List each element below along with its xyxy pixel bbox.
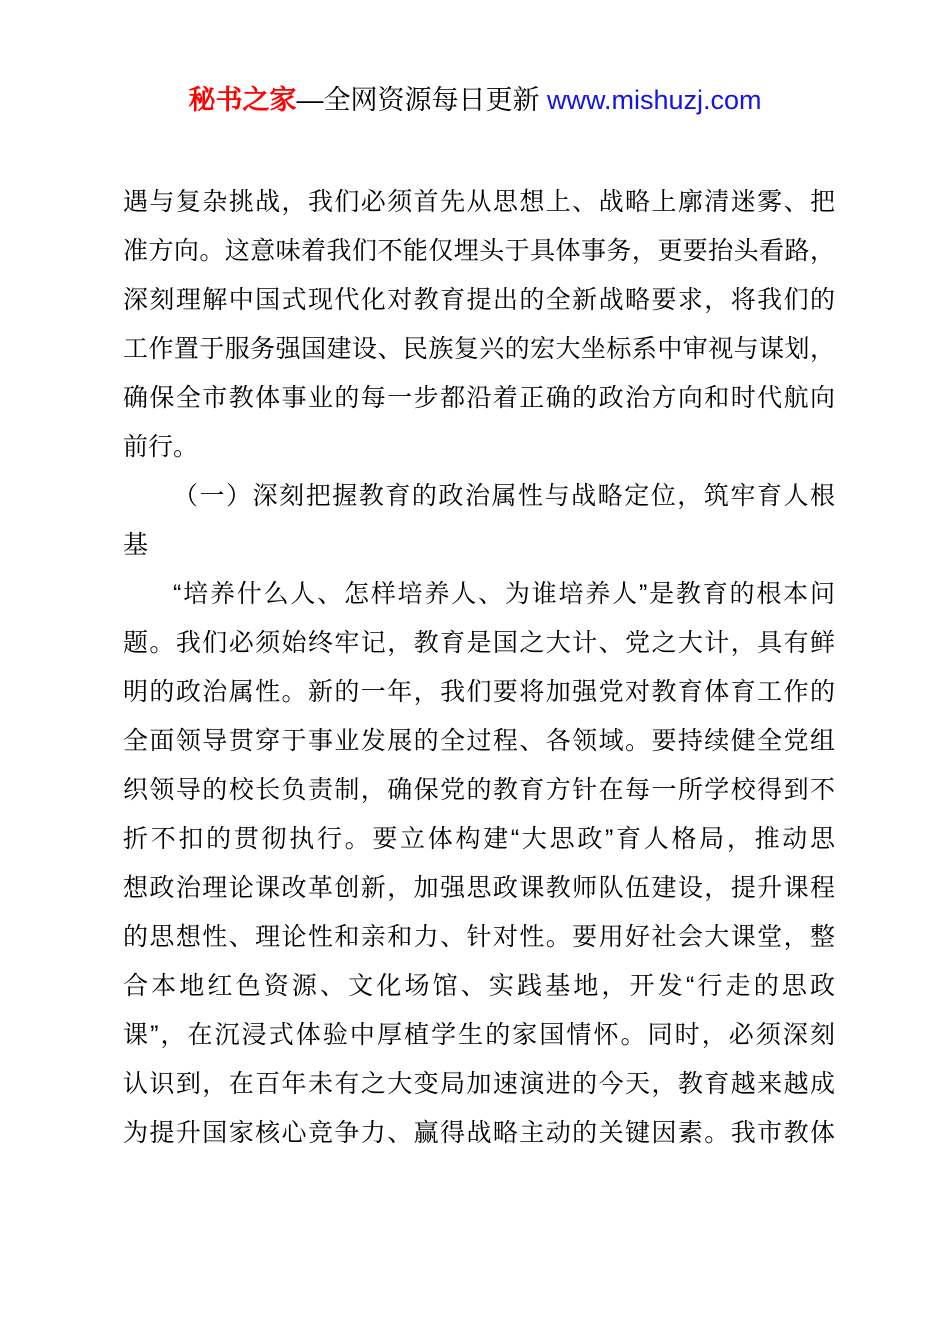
text-line: 织领导的校长负责制，确保党的教育方针在每一所学校得到不 bbox=[123, 776, 835, 804]
text-line: 前行。 bbox=[123, 433, 199, 461]
page-header bbox=[0, 82, 950, 118]
text-line: 准方向。这意味着我们不能仅埋头于具体事务，更要抬头看路， bbox=[123, 237, 835, 265]
text-line: 工作置于服务强国建设、民族复兴的宏大坐标系中审视与谋划， bbox=[123, 335, 835, 363]
text-line: （一）深刻把握教育的政治属性与战略定位，筑牢育人根 bbox=[173, 482, 835, 510]
text-line: 全面领导贯穿于事业发展的全过程、各领域。要持续健全党组 bbox=[123, 727, 835, 755]
text-line: 想政治理论课改革创新，加强思政课教师队伍建设，提升课程 bbox=[123, 874, 835, 902]
text-line: 认识到，在百年未有之大变局加速演进的今天，教育越来越成 bbox=[123, 1070, 835, 1098]
site-url-link[interactable]: www.mishuzj.com bbox=[546, 85, 762, 115]
text-line: 明的政治属性。新的一年，我们要将加强党对教育体育工作的 bbox=[123, 678, 835, 706]
text-line: 题。我们必须始终牢记，教育是国之大计、党之大计，具有鲜 bbox=[123, 629, 835, 657]
text-line: “培养什么人、怎样培养人、为谁培养人”是教育的根本问 bbox=[173, 580, 835, 608]
text-line: 合本地红色资源、文化场馆、实践基地，开发“行走的思政 bbox=[123, 972, 835, 1000]
text-line: 深刻理解中国式现代化对教育提出的全新战略要求，将我们的 bbox=[123, 286, 835, 314]
text-line: 基 bbox=[123, 531, 149, 559]
site-name: 秘书之家 bbox=[188, 85, 297, 115]
text-line: 的思想性、理论性和亲和力、针对性。要用好社会大课堂，整 bbox=[123, 923, 835, 951]
document-body bbox=[123, 178, 835, 1158]
text-line: 为提升国家核心竞争力、赢得战略主动的关键因素。我市教体 bbox=[123, 1119, 835, 1147]
text-line: 折不扣的贯彻执行。要立体构建“大思政”育人格局，推动思 bbox=[123, 825, 835, 853]
text-line: 确保全市教体事业的每一步都沿着正确的政治方向和时代航向 bbox=[123, 384, 835, 412]
text-line: 遇与复杂挑战，我们必须首先从思想上、战略上廓清迷雾、把 bbox=[123, 188, 835, 216]
text-line: 课”，在沉浸式体验中厚植学生的家国情怀。同时，必须深刻 bbox=[123, 1021, 835, 1049]
header-tagline: —全网资源每日更新 bbox=[296, 85, 547, 115]
